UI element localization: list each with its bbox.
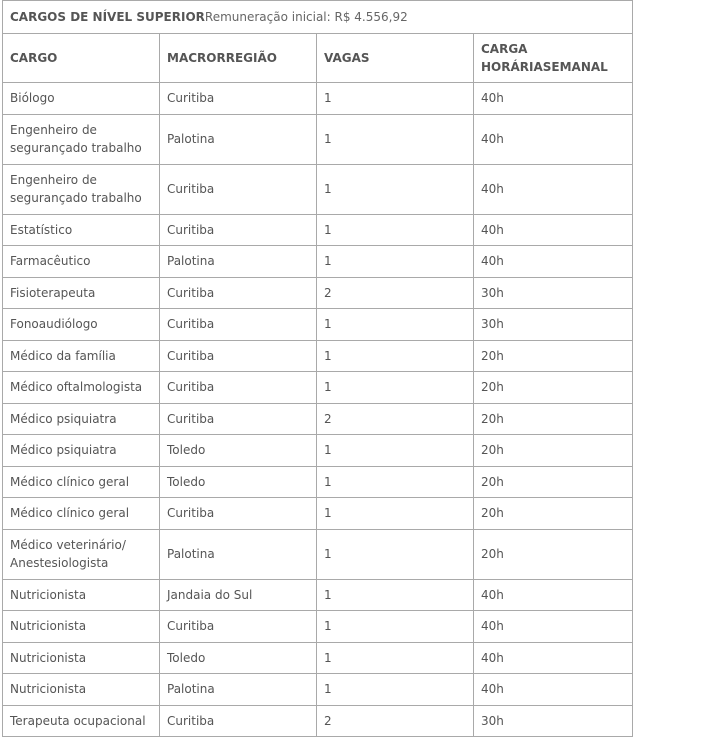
cell-carga: 40h [474,674,633,706]
cell-vagas: 2 [317,705,474,737]
cell-cargo: Biólogo [3,83,160,115]
cell-vagas: 2 [317,403,474,435]
header-vagas: VAGAS [317,34,474,83]
cell-cargo: Engenheiro de segurançado trabalho [3,164,160,214]
cell-vagas: 1 [317,83,474,115]
cell-cargo: Nutricionista [3,611,160,643]
cell-carga: 40h [474,214,633,246]
table-caption [3,1,633,34]
cell-vagas: 1 [317,340,474,372]
table-row [3,372,633,404]
cell-vagas: 1 [317,372,474,404]
table-row [3,83,633,115]
cell-macro: Toledo [160,642,317,674]
table-row [3,309,633,341]
caption-title: CARGOS DE NÍVEL SUPERIOR [10,10,205,24]
table-row [3,579,633,611]
table-row [3,529,633,579]
table-row [3,466,633,498]
cell-cargo: Médico da família [3,340,160,372]
cell-cargo: Terapeuta ocupacional [3,705,160,737]
cell-macro: Palotina [160,674,317,706]
cell-macro: Curitiba [160,83,317,115]
cell-macro: Toledo [160,435,317,467]
table-row [3,642,633,674]
cell-carga: 40h [474,114,633,164]
cell-macro: Curitiba [160,403,317,435]
table-row [3,164,633,214]
cell-carga: 20h [474,466,633,498]
cell-macro: Jandaia do Sul [160,579,317,611]
cell-macro: Palotina [160,114,317,164]
positions-table-container [2,0,632,737]
cell-vagas: 1 [317,611,474,643]
cell-carga: 20h [474,340,633,372]
cell-macro: Curitiba [160,705,317,737]
cell-cargo: Médico psiquiatra [3,403,160,435]
cell-carga: 40h [474,83,633,115]
cell-macro: Curitiba [160,309,317,341]
cell-macro: Curitiba [160,164,317,214]
cell-carga: 20h [474,529,633,579]
cell-vagas: 1 [317,309,474,341]
header-carga [474,34,633,83]
cell-cargo: Farmacêutico [3,246,160,278]
table-row [3,435,633,467]
cell-carga: 30h [474,309,633,341]
cell-cargo: Médico clínico geral [3,498,160,530]
cell-carga: 20h [474,498,633,530]
positions-table [2,0,633,737]
cell-cargo: Estatístico [3,214,160,246]
cell-vagas: 1 [317,674,474,706]
cell-carga: 40h [474,642,633,674]
cell-vagas: 1 [317,529,474,579]
cell-cargo: Médico veterinário/ Anestesiologista [3,529,160,579]
table-caption-row [3,1,633,34]
cell-macro: Curitiba [160,498,317,530]
table-row [3,246,633,278]
cell-macro: Toledo [160,466,317,498]
header-carga-line1: CARGA [481,42,528,56]
caption-salary: Remuneração inicial: R$ 4.556,92 [204,10,408,24]
cell-vagas: 1 [317,498,474,530]
cell-vagas: 1 [317,114,474,164]
cell-macro: Curitiba [160,340,317,372]
table-row [3,674,633,706]
cell-carga: 20h [474,435,633,467]
cell-macro: Curitiba [160,611,317,643]
table-row [3,214,633,246]
cell-macro: Palotina [160,529,317,579]
table-row [3,403,633,435]
cell-carga: 40h [474,611,633,643]
header-cargo: CARGO [3,34,160,83]
cell-cargo: Nutricionista [3,674,160,706]
cell-vagas: 2 [317,277,474,309]
cell-vagas: 1 [317,214,474,246]
table-row [3,705,633,737]
cell-cargo: Nutricionista [3,642,160,674]
table-row [3,277,633,309]
cell-carga: 20h [474,403,633,435]
table-row [3,340,633,372]
cell-vagas: 1 [317,164,474,214]
cell-carga: 30h [474,277,633,309]
cell-cargo: Médico clínico geral [3,466,160,498]
cell-carga: 40h [474,246,633,278]
cell-cargo: Engenheiro de segurançado trabalho [3,114,160,164]
cell-carga: 30h [474,705,633,737]
cell-macro: Curitiba [160,214,317,246]
cell-cargo: Médico oftalmologista [3,372,160,404]
cell-vagas: 1 [317,466,474,498]
cell-cargo: Fisioterapeuta [3,277,160,309]
table-row [3,611,633,643]
header-macrorregiao: MACRORREGIÃO [160,34,317,83]
cell-vagas: 1 [317,435,474,467]
cell-vagas: 1 [317,642,474,674]
cell-carga: 40h [474,579,633,611]
cell-vagas: 1 [317,579,474,611]
cell-cargo: Médico psiquiatra [3,435,160,467]
cell-cargo: Fonoaudiólogo [3,309,160,341]
table-body [3,83,633,737]
cell-carga: 40h [474,164,633,214]
cell-carga: 20h [474,372,633,404]
cell-macro: Curitiba [160,372,317,404]
header-carga-line2: HORÁRIASEMANAL [481,60,608,74]
cell-macro: Curitiba [160,277,317,309]
table-row [3,498,633,530]
cell-cargo: Nutricionista [3,579,160,611]
table-row [3,114,633,164]
table-header-row [3,34,633,83]
cell-vagas: 1 [317,246,474,278]
cell-macro: Palotina [160,246,317,278]
